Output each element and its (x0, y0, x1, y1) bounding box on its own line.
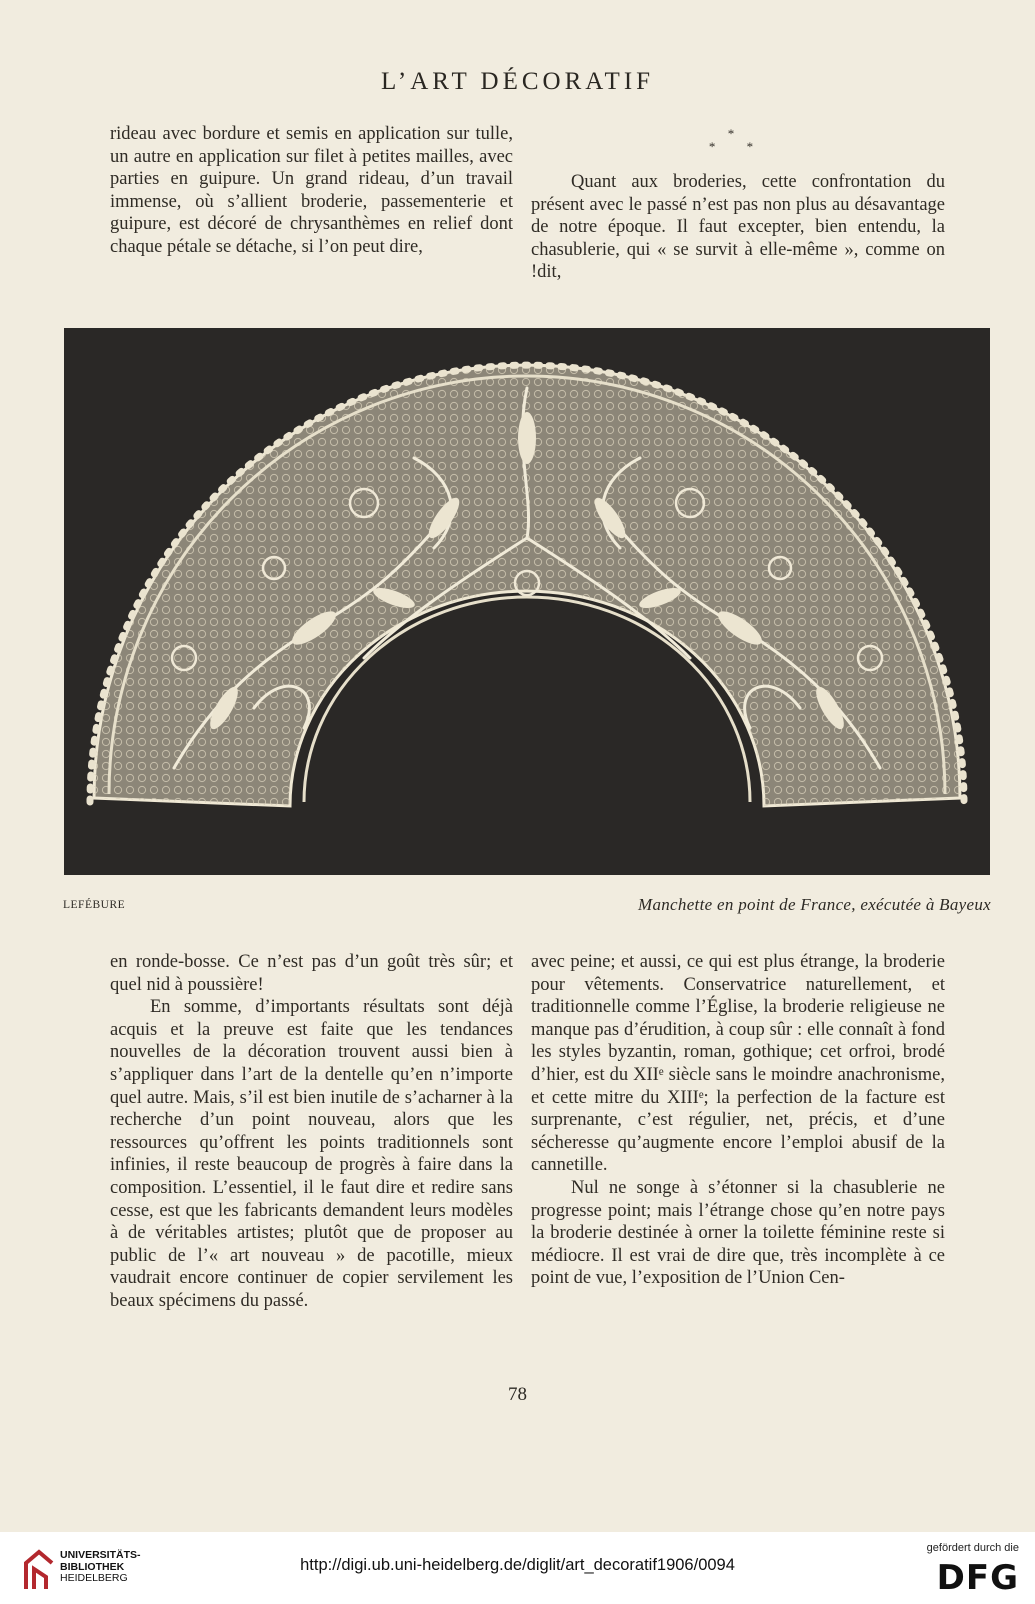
funded-by-label: gefördert durch die (926, 1542, 1019, 1554)
dfg-logo: DFG (936, 1558, 1019, 1598)
lace-cuff-plate (64, 328, 990, 875)
paragraph: En somme, d’importants résultats sont déjà acquis et la preuve est faite que les tendances nouvelles de la décoration trouvent aussi bien à s’appliquer dans l’art de la dentelle qu’en n’importe quel autre. Mais, s’il est bien inutile de s’acharner à la recherche d’un point nouveau, alors que les ressources qu’offrent les points traditionnels sont infinies, il reste beaucoup de progrès à faire dans la composition. L’essentiel, il le faut dire et redire sans cesse, est que les fabricants demandent leurs modèles à de véritables artistes; plutôt que de proposer au public de l’« art nouveau » de pacotille, mieux vaudrait encore continuer de copier servilement les beaux spécimens du passé. (110, 997, 513, 1311)
text-column-top-right (531, 123, 945, 284)
figure-credit: LEFÉBURE (63, 899, 126, 911)
paragraph: avec peine; et aussi, ce qui est plus étrange, la broderie pour vêtements. Conservatrice naturellement, et traditionnelle comme l’Église, la broderie religieuse ne manque pas d’érudition, à coup sûr : elle connaît à fond les styles byzantin, roman, gothique; cet orfroi, brodé d’hier, est du XIIᵉ siècle sans le moindre anachronisme, et cette mitre du XIIIᵉ; la perfection de la facture est surprenante, c’est régulier, net, précis, et d’une sécheresse qu’augmente encore l’emploi abusif de la cannetille. (531, 952, 945, 1176)
lace-cuff-illustration (64, 328, 990, 875)
paragraph: Quant aux broderies, cette confrontation du présent avec le passé n’est pas non plus au désavantage de notre époque. Il faut excepter, bien entendu, la chasublerie, qui « se survit à elle-même », comme on !dit, (531, 172, 945, 283)
text-column-bottom-right (531, 951, 945, 1290)
paragraph: en ronde-bosse. Ce n’est pas d’un goût très sûr; et quel nid à poussière! (110, 952, 513, 995)
asterism-separator: * * * (708, 126, 768, 154)
running-head: L’ART DÉCORATIF (380, 68, 655, 95)
page-number: 78 (508, 1384, 527, 1405)
paragraph: rideau avec bordure et semis en application sur tulle, un autre en application sur filet à petites mailles, avec parties en guipure. Un grand rideau, d’un travail immense, où s’allient broderie, passementerie et guipure, est décoré de chrysanthèmes en relief dont chaque pétale se détache, si l’on peut dire, (110, 124, 513, 257)
paragraph: Nul ne songe à s’étonner si la chasublerie ne progresse point; mais l’étrange chose qu’en notre pays la broderie destinée à orner la toilette féminine reste si médiocre. Il est vrai de dire que, très incomplète à ce point de vue, l’exposition de l’Union Cen- (531, 1177, 945, 1289)
digitization-footer (0, 1532, 1035, 1604)
text-column-bottom-left (110, 951, 513, 1313)
figure-caption: Manchette en point de France, exécutée à Bayeux (638, 895, 991, 914)
text-column-top-left (110, 123, 513, 259)
institution-name: UNIVERSITÄTS- BIBLIOTHEK HEIDELBERG (60, 1549, 141, 1584)
source-url-link[interactable]: http://digi.ub.uni-heidelberg.de/diglit/art_decoratif1906/0094 (300, 1556, 735, 1574)
